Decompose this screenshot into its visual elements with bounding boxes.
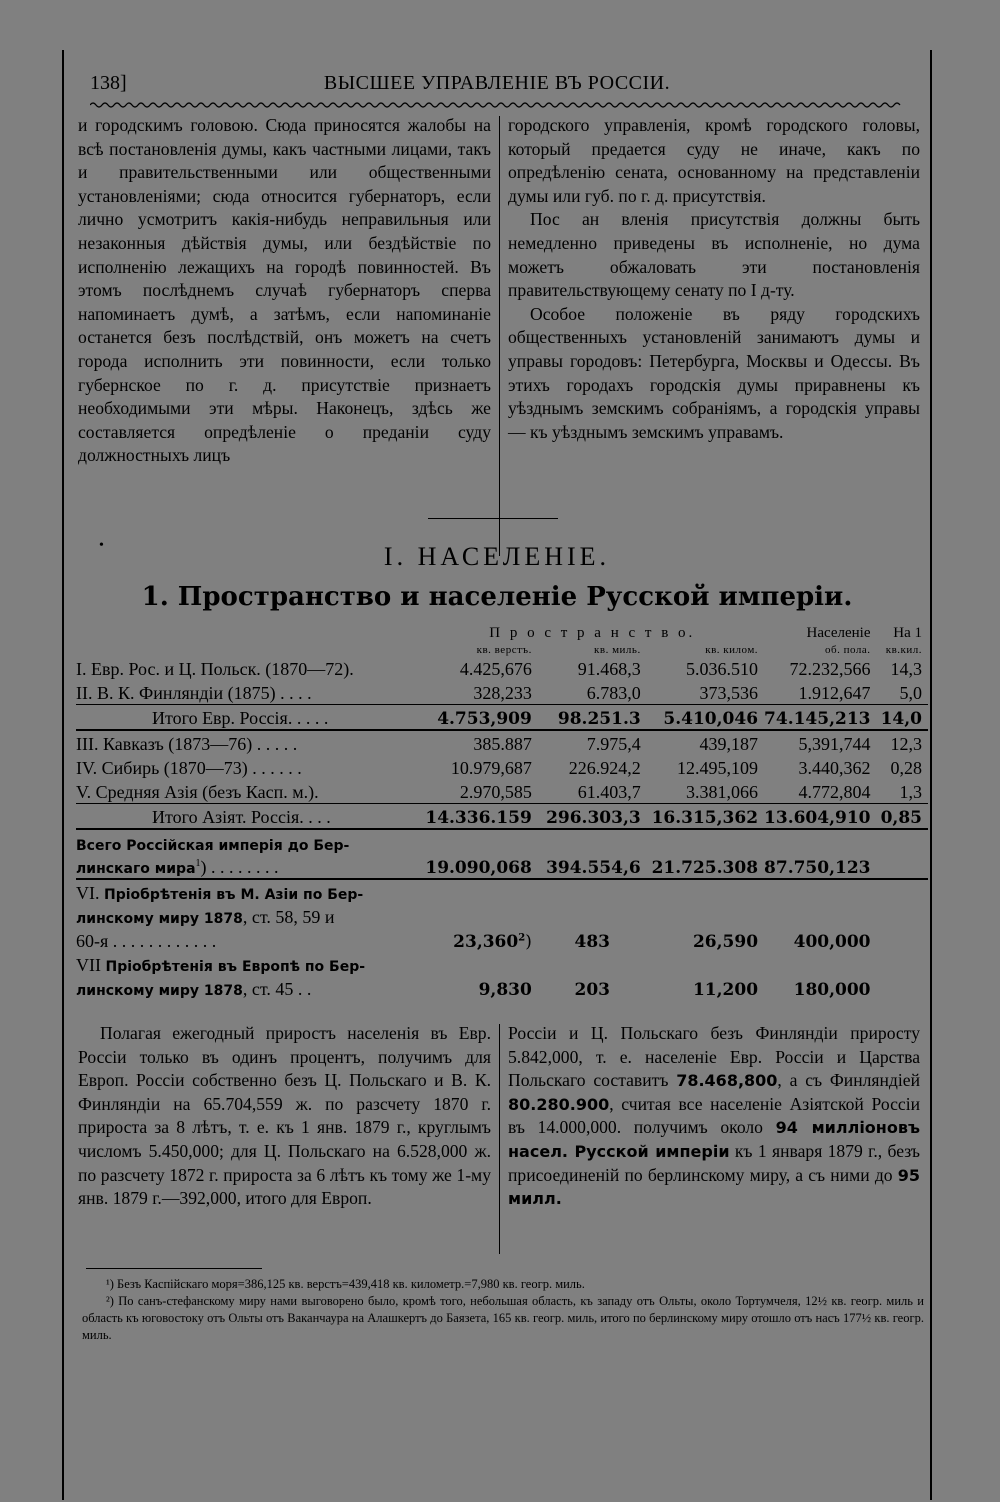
- table-total-row: линскаго мира$^1$) . . . . . . . . 19.090,068 394.554,6 21.725.308 87.750,123: [76, 854, 928, 879]
- wavy-rule: [90, 100, 904, 110]
- table-row: 60-я . . . . . . . . . . . . 23,360$^2$) 483 26,590 400,000: [76, 931, 871, 952]
- unit-label: кв. верстъ.: [476, 644, 532, 656]
- table-total-row: Всего Россійская имперія до Бер-: [76, 838, 350, 854]
- table-row: III. Кавказъ (1873—76) . . . . . 385.887 7.975,4 439,187 5,391,744 12,3: [76, 734, 922, 754]
- table-header-population: Населеніе: [806, 625, 871, 641]
- short-rule: [428, 518, 558, 519]
- frame-right-border: [930, 50, 932, 1500]
- table-row: линскому миру 1878, ст. 58, 59 и: [76, 907, 335, 927]
- paragraph: Россіи и Ц. Польскаго безъ Финляндіи приросту 5.842,000, т. е. населеніе Евр. Россіи и Царства Польскаго составитъ 78.468,800, а съ Финляндіей 80.280.900, считая все населеніе Азіятской Россіи въ 14.000,000. получимъ около 94 милліоновъ насел. Русской имперіи къ 1 января 1879 г., безъ присоединеній по берлинскому миру, а съ ними до 95 милл.: [508, 1023, 921, 1209]
- column-separator: [499, 116, 500, 556]
- frame-left-border: [62, 50, 64, 1500]
- column-separator: [499, 1024, 500, 1254]
- footnotes: [82, 1276, 924, 1344]
- bottom-right-column: [508, 1022, 920, 1211]
- section-title: I. НАСЕЛЕНІЕ.: [383, 542, 611, 571]
- running-title: ВЫСШЕЕ УПРАВЛЕНІЕ ВЪ РОССІИ.: [323, 72, 671, 94]
- table-subtotal-row: Итого Азіят. Россія. . . . 14.336.159 296.303,3 16.315,362 13.604,910 0,85: [76, 804, 928, 830]
- table-subtotal-row: Итого Евр. Россія. . . . . 4.753,909 98.251.3 5.410,046 74.145,213 14,0: [76, 705, 928, 731]
- subsection-title: 1. Пространство и населеніе Русской имперіи.: [141, 582, 853, 612]
- table-row: VII Пріобрѣтенія въ Европѣ по Бер-: [76, 955, 366, 975]
- table-row: VI. Пріобрѣтенія въ М. Азіи по Бер-: [76, 883, 364, 903]
- table-header-density: На 1: [893, 625, 922, 641]
- bottom-left-column: [78, 1022, 491, 1211]
- paragraph: городского управленія, кромѣ городского головы, который предается суду не иначе, какъ по опредѣленію сената, основанному на представленіи думы или губ. по г. д. присутствія.: [508, 115, 920, 206]
- table-row: V. Средняя Азія (безъ Касп. м.). 2.970,585 61.403,7 3.381,066 4.772,804 1,3: [76, 779, 928, 804]
- table-row: IV. Сибирь (1870—73) . . . . . . 10.979,687 226.924,2 12.495,109 3.440,362 0,28: [76, 758, 922, 778]
- footnote-rule: [86, 1268, 262, 1269]
- unit-label: кв. миль.: [594, 644, 641, 656]
- table-row: I. Евр. Рос. и Ц. Польск. (1870—72). 4.425,676 91.468,3 5.036.510 72.232,566 14,3: [76, 659, 922, 679]
- running-header: [90, 72, 904, 102]
- page-number: 138]: [90, 72, 127, 94]
- paragraph: Пос ан вленія присутствія должны быть немедленно приведены въ исполненіе, но дума можетъ обжаловать эти постановленія правительствующему сенату по I д-ту.: [508, 209, 920, 301]
- stray-dot: •: [99, 538, 104, 553]
- unit-label: кв. килом.: [705, 644, 759, 656]
- page-frame: [62, 50, 932, 1500]
- table-group-header: П р о с т р а н с т в о.: [489, 625, 696, 641]
- paragraph: Полагая ежегодный приростъ населенія въ Евр. Россіи только въ одинъ процентъ, получимъ для Европ. Россіи собственно безъ Ц. Польскаго и В. К. Финляндіи на 65.704,559 ж. по разсчету 1870 г. прироста за 8 лѣтъ, т. е. къ 1 янв. 1879 г., круглымъ числомъ 5.450,000; для Ц. Польскаго на 6.528,000 ж. по разсчету 1872 г. прироста за 6 лѣтъ къ тому же 1-му янв. 1879 г.—392,000, итого для Европ.: [78, 1023, 491, 1209]
- population-table: [76, 624, 928, 1000]
- paragraph: и городскимъ головою. Сюда приносятся жалобы на всѣ постановленія думы, какъ частными лицами, такъ и правительственными или общественными установленіями; сюда относится губернаторъ, если лично усмотритъ какія-нибудь неправильныя или незаконныя дѣйствія думы, или бездѣйствіе по исполненію лежащихъ на городѣ повинностей. Въ этомъ послѣднемъ случаѣ губернаторъ сперва напоминаетъ думѣ, а затѣмъ, если напоминаніе останется безъ послѣдствій, онъ можетъ на счетъ города исполнить эти повинности, если только губернское по г. д. присутствіе признаетъ необходимыми эти мѣры. Наконецъ, здѣсь же составляется опредѣленіе о преданіи суду должностныхъ лицъ: [78, 115, 491, 466]
- top-right-column: [508, 114, 920, 444]
- top-left-column: [78, 114, 491, 468]
- unit-label: кв.кил.: [885, 644, 922, 656]
- footnote: ²) По санъ-стефанскому миру нами выговорено было, кромѣ того, небольшая область, къ западу отъ Ольты, около Тортумчеля, 12½ кв. геогр. миль и область къ юговостоку отъ Ольты отъ Ваканчаура на Алашкертъ до Баязета, 165 кв. геогр. миль, итого по берлинскому миру отошло отъ насъ 177½ кв. геогр. миль.: [82, 1294, 924, 1342]
- footnote: ¹) Безъ Каспійскаго моря=386,125 кв. верстъ=439,418 кв. километр.=7,980 кв. геогр. миль.: [106, 1277, 585, 1291]
- table-row: линскому миру 1878, ст. 45 . . 9,830 203 11,200 180,000: [76, 979, 871, 1000]
- paragraph: Особое положеніе въ ряду городскихъ общественныхъ установленій занимаютъ думы и управы городовъ: Петербурга, Москвы и Одессы. Въ этихъ городахъ городскія думы приравнены къ уѣзднымъ земскимъ собраніямъ, а городскія управы — къ уѣзднымъ земскимъ управамъ.: [508, 303, 920, 442]
- table-row: II. В. К. Финляндіи (1875) . . . . 328,233 6.783,0 373,536 1.912,647 5,0: [76, 680, 928, 705]
- unit-label: об. пола.: [825, 644, 871, 656]
